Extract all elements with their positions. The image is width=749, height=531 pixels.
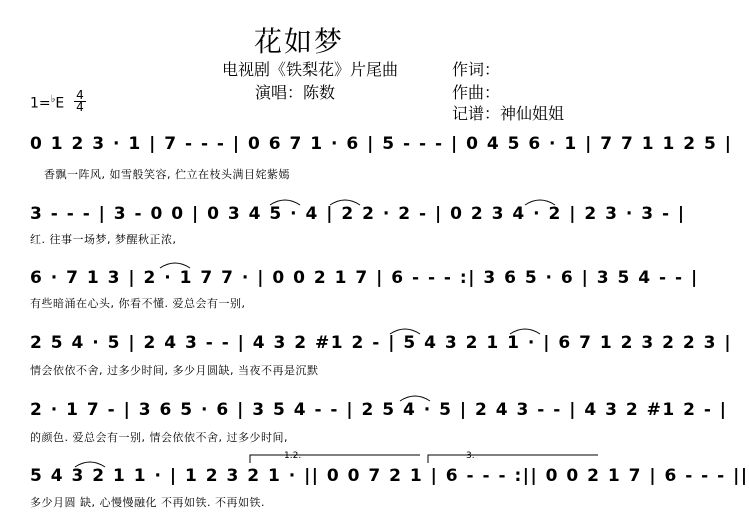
second-ending-label: 3. xyxy=(466,451,475,461)
key-prefix: 1= xyxy=(30,95,51,112)
notation-row-4: 2 5 4 · 5 | 2 4 3 - - | 4 3 2 #1 2 - | 5 4 3 2 1 1 · | 6 7 1 2 3 2 2 3 | xyxy=(30,333,733,353)
notation-row-1: 0 1 2 3 · 1 | 7 - - - | 0 6 7 1 · 6 | 5 - - - | 0 4 5 6 · 1 | 7 7 1 1 2 5 | xyxy=(30,134,733,154)
lyricist-credit: 作词： xyxy=(452,60,501,79)
notation-row-6: 5 4 3 2 1 1 · | 1 2 3 2 1 · || 0 0 7 2 1 | 6 - - - :|| 0 0 2 1 7 | 6 - - - || xyxy=(30,466,749,486)
key-note: E xyxy=(55,95,65,112)
composer-credit: 作曲： xyxy=(452,83,501,102)
second-ending-bracket xyxy=(428,455,598,463)
flat-icon: ♭ xyxy=(50,94,56,105)
lyrics-row-3: 有些暗涌在心头, 你看不懂. 爱总会有一别, xyxy=(30,297,246,310)
song-title: 花如梦 xyxy=(254,25,345,58)
slur-arc xyxy=(510,329,540,334)
slur-arc xyxy=(270,200,300,205)
time-denominator: 4 xyxy=(76,100,84,114)
slur-arc xyxy=(160,263,190,268)
time-numerator: 4 xyxy=(76,88,84,102)
subtitle: 电视剧《铁梨花》片尾曲 xyxy=(222,60,399,79)
slur-arc xyxy=(390,329,420,334)
slur-arc xyxy=(525,200,555,205)
lyrics-row-2: 红. 往事一场梦, 梦醒秋正浓, xyxy=(30,233,177,246)
notation-row-2: 3 - - - | 3 - 0 0 | 0 3 4 5 · 4 | 2 2 · 2 - | 0 2 3 4 · 2 | 2 3 · 3 - | xyxy=(30,204,686,224)
lyrics-row-5: 的颜色. 爱总会有一别, 情会依依不舍, 过多少时间, xyxy=(30,431,288,444)
transcriber-credit: 记谱：神仙姐姐 xyxy=(452,104,565,123)
slur-arc xyxy=(400,396,430,401)
slur-arc xyxy=(75,462,105,467)
slur-arc xyxy=(330,200,360,205)
first-ending-label: 1.2. xyxy=(284,451,302,461)
lyrics-row-6: 多少月圆 缺, 心慢慢融化 不再如铁. 不再如铁. xyxy=(30,496,265,509)
notation-row-5: 2 · 1 7 - | 3 6 5 · 6 | 3 5 4 - - | 2 5 4 · 5 | 2 4 3 - - | 4 3 2 #1 2 - | xyxy=(30,400,728,420)
singer-credit: 演唱：陈数 xyxy=(255,83,336,102)
lyrics-row-4: 情会依依不舍, 过多少时间, 多少月圆缺, 当夜不再是沉默 xyxy=(30,364,319,377)
lyrics-row-1: 香飘一阵风, 如雪般笑容, 伫立在枝头满目姹紫嫣 xyxy=(44,168,290,181)
first-ending-bracket xyxy=(250,455,420,463)
notation-row-3: 6 · 7 1 3 | 2 · 1 7 7 · | 0 0 2 1 7 | 6 - - - :| 3 6 5 · 6 | 3 5 4 - - | xyxy=(30,268,699,288)
